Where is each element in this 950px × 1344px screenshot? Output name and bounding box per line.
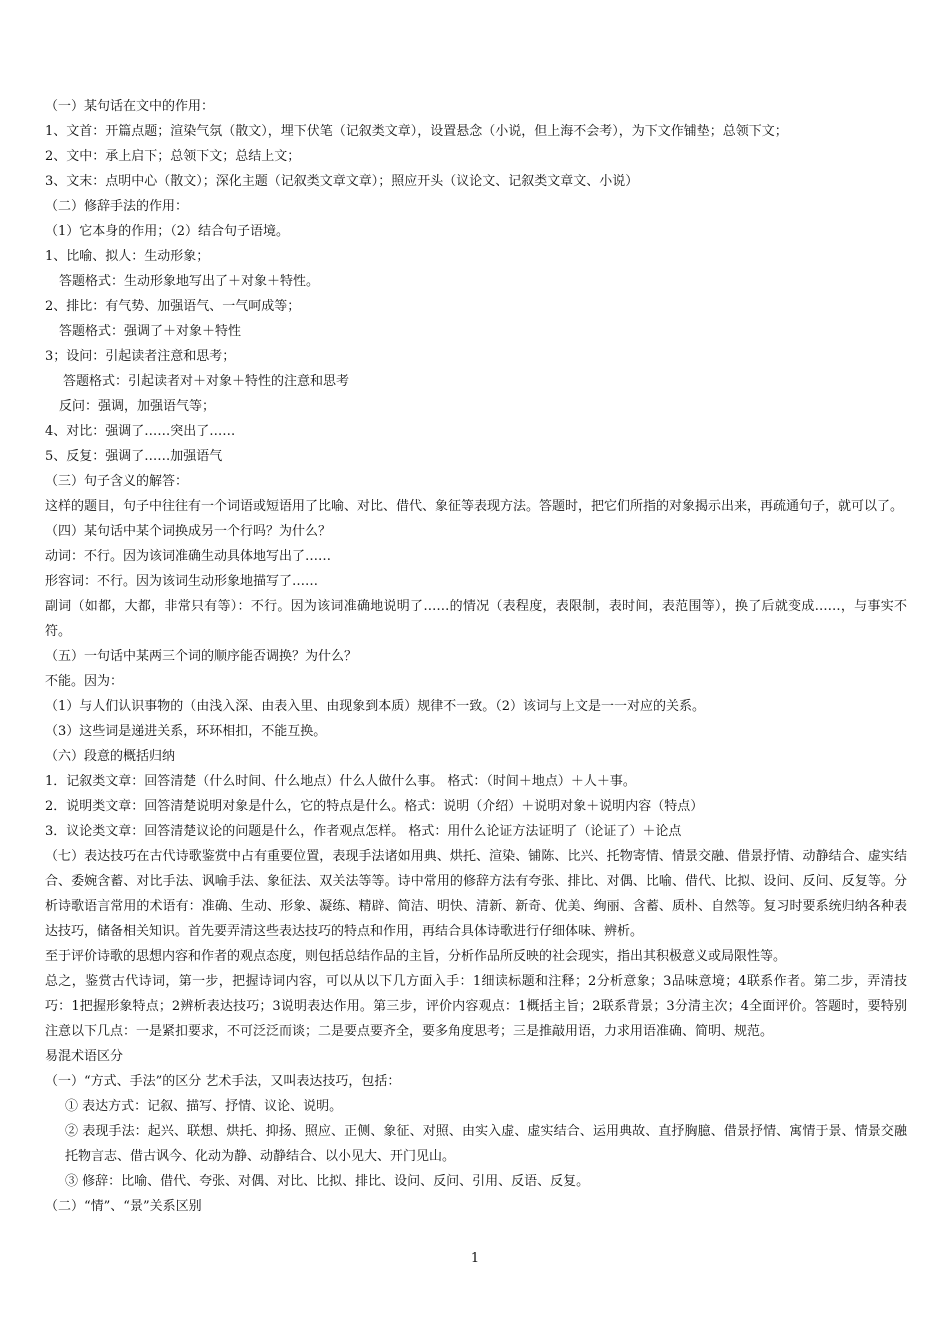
section-heading-2: （二）修辞手法的作用：: [45, 199, 189, 214]
text-line: 1．记叙类文章：回答清楚（什么时间、什么地点）什么人做什么事。 格式：（时间＋地点）＋人＋事。: [45, 774, 636, 789]
list-item: ① 表达方式：记叙、描写、抒情、议论、说明。: [65, 1099, 343, 1114]
text-line: 3、文末：点明中心（散文）；深化主题（记叙类文章文章）；照应开头（议论文、记叙类文章文、小说）: [45, 174, 639, 189]
list-item: ② 表现手法：起兴、联想、烘托、抑扬、照应、正侧、象征、对照、由实入虚、虚实结合、运用典故、直抒胸臆、借景抒情、寓情于景、情景交融托物言志、借古讽今、化动为静、动静结合、以小见大、开门见山。: [65, 1124, 907, 1164]
page-number: 1: [470, 1251, 480, 1266]
answer-format-line: 答题格式：引起读者对＋对象＋特性的注意和思考: [63, 374, 350, 389]
section-heading-5: （五）一句话中某两三个词的顺序能否调换？为什么？: [45, 649, 358, 664]
answer-format-line: 答题格式：生动形象地写出了＋对象＋特性。: [59, 274, 320, 289]
paragraph: 至于评价诗歌的思想内容和作者的观点态度，则包括总结作品的主旨，分析作品所反映的社会现实，指出其积极意义或局限性等。: [45, 949, 787, 964]
text-line: 3；设问：引起读者注意和思考；: [45, 349, 236, 364]
section-heading-6: （六）段意的概括归纳: [45, 749, 176, 764]
text-line: 2．说明类文章：回答清楚说明对象是什么，它的特点是什么。格式：说明（介绍）＋说明对象＋说明内容（特点）: [45, 799, 704, 814]
text-line: （一）“方式、手法”的区分 艺术手法，又叫表达技巧，包括：: [45, 1074, 401, 1089]
list-item: ③ 修辞：比喻、借代、夸张、对偶、对比、比拟、排比、设问、反问、引用、反语、反复。: [65, 1174, 590, 1189]
text-line: 动词：不行。因为该词准确生动具体地写出了……: [45, 549, 332, 564]
text-line: （1）与人们认识事物的（由浅入深、由表入里、由现象到本质）规律不一致。（2）该词与上文是一一对应的关系。: [45, 699, 706, 714]
section-heading-terms: 易混术语区分: [45, 1049, 124, 1064]
text-line: 1、文首：开篇点题；渲染气氛（散文），埋下伏笔（记叙类文章），设置悬念（小说，但上海不会考），为下文作铺垫；总领下文；: [45, 124, 788, 139]
text-line: 5、反复：强调了……加强语气: [45, 449, 223, 464]
paragraph: 总之，鉴赏古代诗词，第一步，把握诗词内容，可以从以下几方面入手：1细读标题和注释；2分析意象；3品味意境；4联系作者。第二步，弄清技巧：1把握形象特点；2辨析表达技巧；3说明表达作用。第三步，评价内容观点：1概括主旨；2联系背景；3分清主次；4全面评价。答题时，要特别注意以下几点：一是紧扣要求，不可泛泛而谈；二是要点要齐全，要多角度思考；三是推敲用语，力求用语准确、简明、规范。: [45, 974, 907, 1039]
section-heading-4: （四）某句话中某个词换成另一个行吗？为什么？: [45, 524, 332, 539]
section-heading-1: （一）某句话在文中的作用：: [45, 99, 215, 114]
text-line: 1、比喻、拟人：生动形象；: [45, 249, 210, 264]
paragraph: （七）表达技巧在古代诗歌鉴赏中占有重要位置，表现手法诸如用典、烘托、渲染、铺陈、比兴、托物寄情、情景交融、借景抒情、动静结合、虚实结合、委婉含蓄、对比手法、讽喻手法、象征法、双关法等等。诗中常用的修辞方法有夸张、排比、对偶、比喻、借代、比拟、设问、反问、反复等。分析诗歌语言常用的术语有：准确、生动、形象、凝练、精辟、简洁、明快、清新、新奇、优美、绚丽、含蓄、质朴、自然等。复习时要系统归纳各种表达技巧，储备相关知识。首先要弄清这些表达技巧的特点和作用，再结合具体诗歌进行仔细体味、辨析。: [45, 849, 907, 939]
answer-format-line: 答题格式：强调了＋对象＋特性: [59, 324, 242, 339]
paragraph: 副词（如都，大都，非常只有等）：不行。因为该词准确地说明了……的情况（表程度，表限制，表时间，表范围等），换了后就变成……，与事实不符。: [45, 599, 907, 639]
section-heading-3: （三）句子含义的解答：: [45, 474, 189, 489]
text-line: 2、文中：承上启下；总领下文；总结上文；: [45, 149, 301, 164]
text-line: 反问：强调，加强语气等；: [59, 399, 216, 414]
text-line: 不能。因为：: [45, 674, 124, 689]
text-line: （二）“情”、“景”关系区别: [45, 1199, 202, 1214]
text-line: 形容词：不行。因为该词生动形象地描写了……: [45, 574, 319, 589]
document-body: [45, 94, 907, 1219]
text-line: （3）这些词是递进关系，环环相扣，不能互换。: [45, 724, 327, 739]
text-line: 3．议论类文章：回答清楚议论的问题是什么，作者观点怎样。 格式：用什么论证方法证明了（论证了）＋论点: [45, 824, 682, 839]
text-line: 2、排比：有气势、加强语气、一气呵成等；: [45, 299, 301, 314]
paragraph: 这样的题目，句子中往往有一个词语或短语用了比喻、对比、借代、象征等表现方法。答题时，把它们所指的对象揭示出来，再疏通句子，就可以了。: [45, 499, 904, 514]
text-line: （1）它本身的作用；（2）结合句子语境。: [45, 224, 290, 239]
text-line: 4、对比：强调了……突出了……: [45, 424, 236, 439]
